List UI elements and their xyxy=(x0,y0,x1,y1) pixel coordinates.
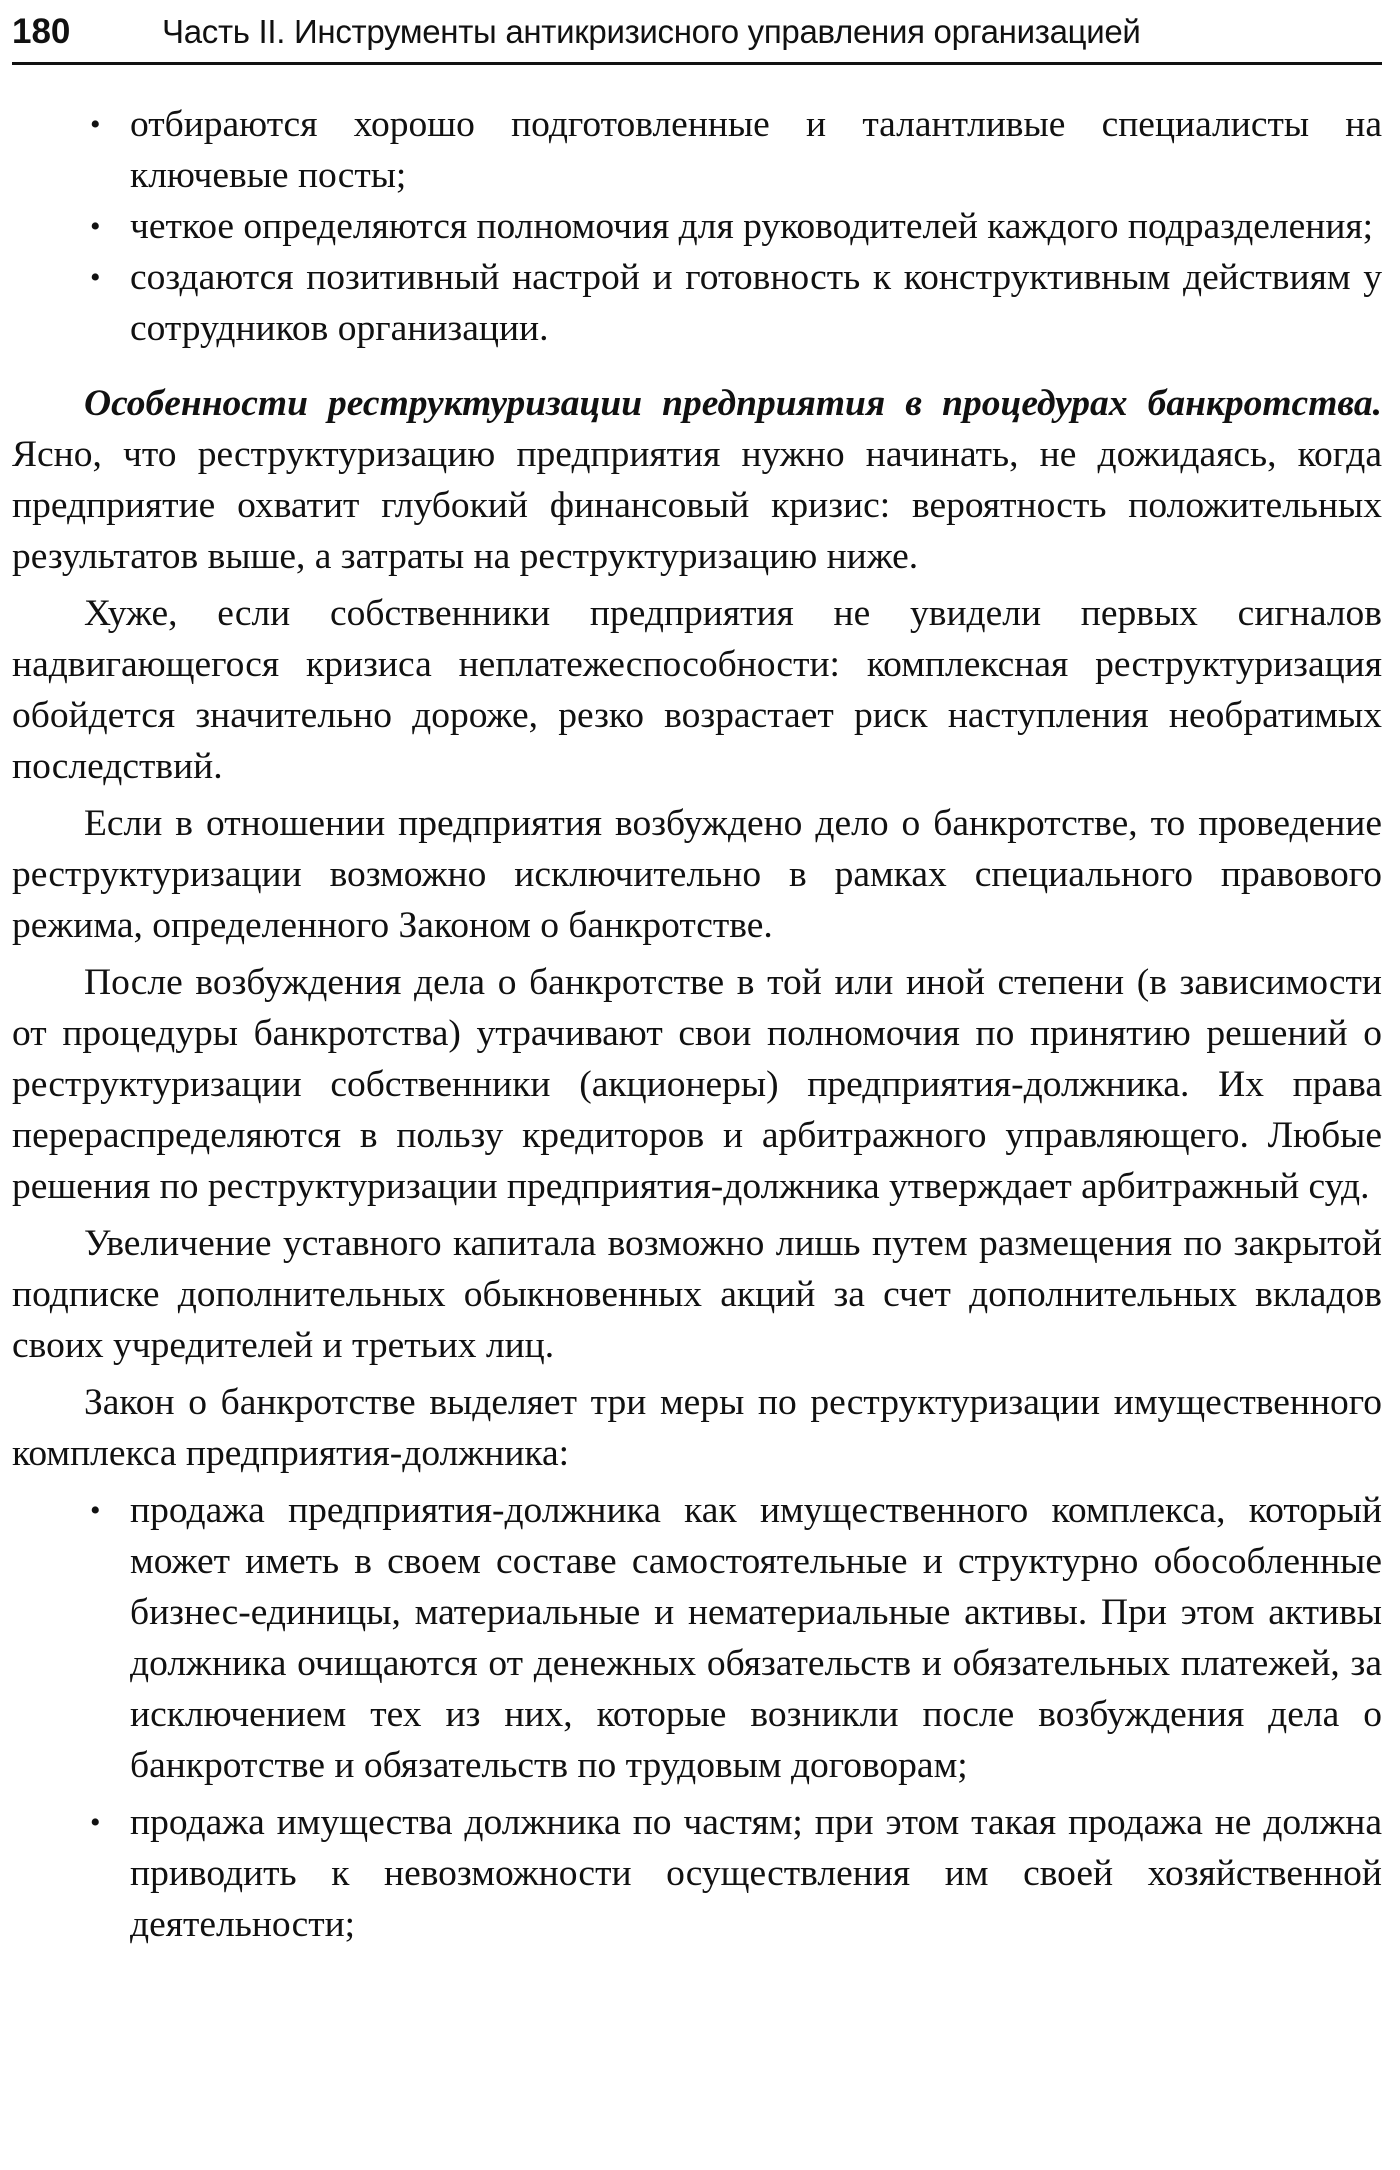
book-page xyxy=(12,0,1382,1950)
page-body xyxy=(12,99,1382,1950)
bullet-icon: • xyxy=(90,1806,101,1839)
paragraph: После возбуждения дела о банкротстве в той или иной степени (в зависимости от процедуры банкротства) утрачивают свои полномочия по принятию решений о реструктуризации собственники (акционеры) предприятия-должника. Их права перераспределяются в пользу кредиторов и арбитражного управляющего. Любые решения по реструктуризации предприятия-должника утверждает арбитражный суд. xyxy=(12,962,1382,1207)
list-item-text: четкое определяются полномочия для руководителей каждого подразделения; xyxy=(130,206,1374,247)
top-bullet-list xyxy=(12,99,1382,354)
list-item xyxy=(12,1797,1382,1950)
list-item-text: создаются позитивный настрой и готовность к конструктивным действиям у сотрудников организации. xyxy=(130,257,1382,349)
paragraph: Увеличение уставного капитала возможно лишь путем размещения по закрытой подписке дополнительных обыкновенных акций за счет дополнительных вкладов своих учредителей и третьих лиц. xyxy=(12,1223,1382,1366)
page-header xyxy=(12,8,1382,65)
bullet-icon: • xyxy=(90,108,101,141)
list-item-text: продажа предприятия-должника как имущественного комплекса, который может иметь в своем составе самостоятельные и структурно обособленные бизнес-единицы, материальные и нематериальные активы. При этом активы должника очищаются от денежных обязательств и обязательных платежей, за исключением тех из них, которые возникли после возбуждения дела о банкротстве и обязательств по трудовым договорам; xyxy=(130,1490,1382,1786)
paragraph: Хуже, если собственники предприятия не увидели первых сигналов надвигающегося кризиса неплатежеспособности: комплексная реструктуризация обойдется значительно дороже, резко возрастает риск наступления необратимых последствий. xyxy=(12,593,1382,787)
section-text: Ясно, что реструктуризацию предприятия нужно начинать, не дожидаясь, когда предприятие охватит глубокий финансовый кризис: вероятность положительных результатов выше, а затраты на реструктуризацию ниже. xyxy=(12,434,1382,577)
bullet-icon: • xyxy=(90,210,101,243)
running-title: Часть II. Инструменты антикризисного управления организацией xyxy=(162,13,1141,50)
paragraph: Закон о банкротстве выделяет три меры по реструктуризации имущественного комплекса предприятия-должника: xyxy=(12,1382,1382,1474)
section-gap xyxy=(12,354,1382,378)
list-item-text: продажа имущества должника по частям; при этом такая продажа не должна приводить к невозможности осуществления им своей хозяйственной деятельности; xyxy=(130,1802,1382,1945)
bullet-icon: • xyxy=(90,261,101,294)
list-item xyxy=(12,252,1382,354)
paragraph: Если в отношении предприятия возбуждено дело о банкротстве, то проведение реструктуризации возможно исключительно в рамках специального правового режима, определенного Законом о банкротстве. xyxy=(12,803,1382,946)
list-item xyxy=(12,99,1382,201)
page-number: 180 xyxy=(12,12,71,51)
bullet-icon: • xyxy=(90,1494,101,1527)
bottom-bullet-list xyxy=(12,1485,1382,1950)
list-item-text: отбираются хорошо подготовленные и талантливые специалисты на ключевые посты; xyxy=(130,104,1382,196)
list-item xyxy=(12,201,1382,252)
list-item xyxy=(12,1485,1382,1791)
section-title: Особенности реструктуризации предприятия в процедурах банкротства. xyxy=(84,383,1382,424)
section-paragraph xyxy=(12,378,1382,582)
